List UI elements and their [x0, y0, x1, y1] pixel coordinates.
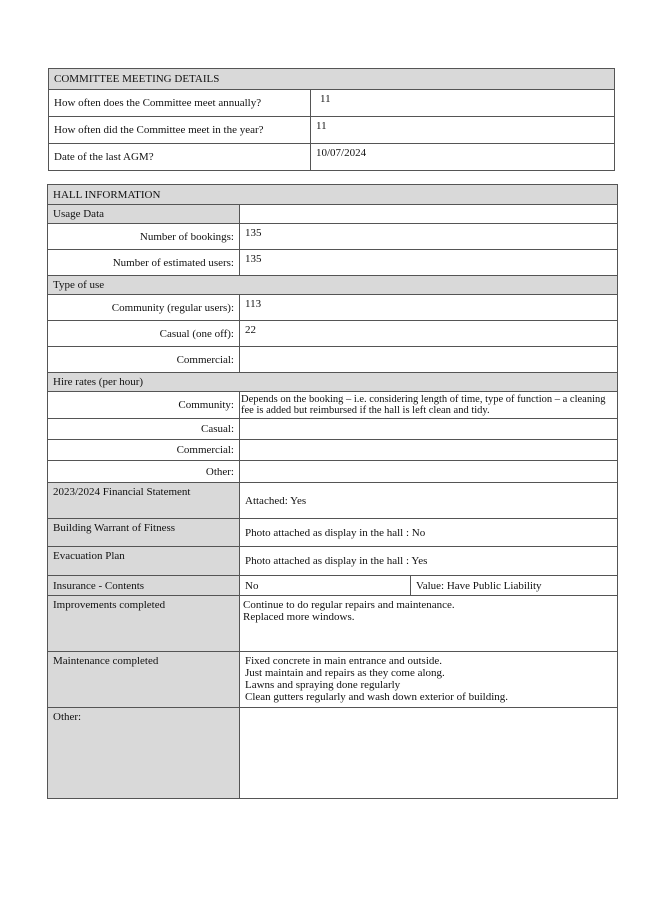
improvements-label: Improvements completed — [48, 596, 240, 652]
estimated-users-value: 135 — [240, 250, 618, 276]
financial-statement-label: 2023/2024 Financial Statement — [48, 483, 240, 519]
warrant-of-fitness-label: Building Warrant of Fitness — [48, 519, 240, 547]
commercial-use-value — [240, 347, 618, 373]
type-of-use-title: Type of use — [48, 276, 618, 295]
casual-use-value: 22 — [240, 321, 618, 347]
other-value — [240, 708, 618, 799]
last-agm-value: 10/07/2024 — [311, 144, 615, 171]
hire-community-label: Community: — [48, 392, 240, 419]
insurance-label: Insurance - Contents — [48, 576, 240, 596]
casual-use-label: Casual (one off): — [48, 321, 240, 347]
other-label: Other: — [48, 708, 240, 799]
maintenance-value: Fixed concrete in main entrance and outside. Just maintain and repairs as they come along. Lawns and spraying done regularly Clean gutters regularly and wash down exterior of building. — [240, 652, 618, 708]
bookings-label: Number of bookings: — [48, 224, 240, 250]
meet-annually-label: How often does the Committee meet annually? — [49, 90, 311, 117]
evacuation-plan-label: Evacuation Plan — [48, 547, 240, 576]
last-agm-label: Date of the last AGM? — [49, 144, 311, 171]
hall-header: HALL INFORMATION — [48, 185, 618, 205]
hire-commercial-label: Commercial: — [48, 440, 240, 461]
meet-annually-value: 11 — [311, 90, 615, 117]
maintenance-label: Maintenance completed — [48, 652, 240, 708]
hall-information-table — [47, 184, 618, 799]
warrant-of-fitness-value: Photo attached as display in the hall : No — [240, 519, 618, 547]
hire-rates-title: Hire rates (per hour) — [48, 373, 618, 392]
bookings-value: 135 — [240, 224, 618, 250]
financial-statement-value: Attached: Yes — [240, 483, 618, 519]
meet-year-label: How often did the Committee meet in the year? — [49, 117, 311, 144]
usage-data-title: Usage Data — [48, 205, 240, 224]
committee-header: COMMITTEE MEETING DETAILS — [49, 69, 615, 90]
committee-meeting-table — [48, 68, 615, 171]
estimated-users-label: Number of estimated users: — [48, 250, 240, 276]
meet-year-value: 11 — [311, 117, 615, 144]
insurance-value: No — [240, 576, 411, 596]
hire-casual-label: Casual: — [48, 419, 240, 440]
community-use-label: Community (regular users): — [48, 295, 240, 321]
evacuation-plan-value: Photo attached as display in the hall : Yes — [240, 547, 618, 576]
commercial-use-label: Commercial: — [48, 347, 240, 373]
hire-other-label: Other: — [48, 461, 240, 483]
community-use-value: 113 — [240, 295, 618, 321]
improvements-value: Continue to do regular repairs and maintenance. Replaced more windows. — [240, 596, 618, 652]
hire-community-value: Depends on the booking – i.e. considering length of time, type of function – a cleaning fee is added but reimbursed if the hall is left clean and tidy. — [240, 392, 618, 419]
insurance-extra: Value: Have Public Liability — [411, 576, 618, 596]
